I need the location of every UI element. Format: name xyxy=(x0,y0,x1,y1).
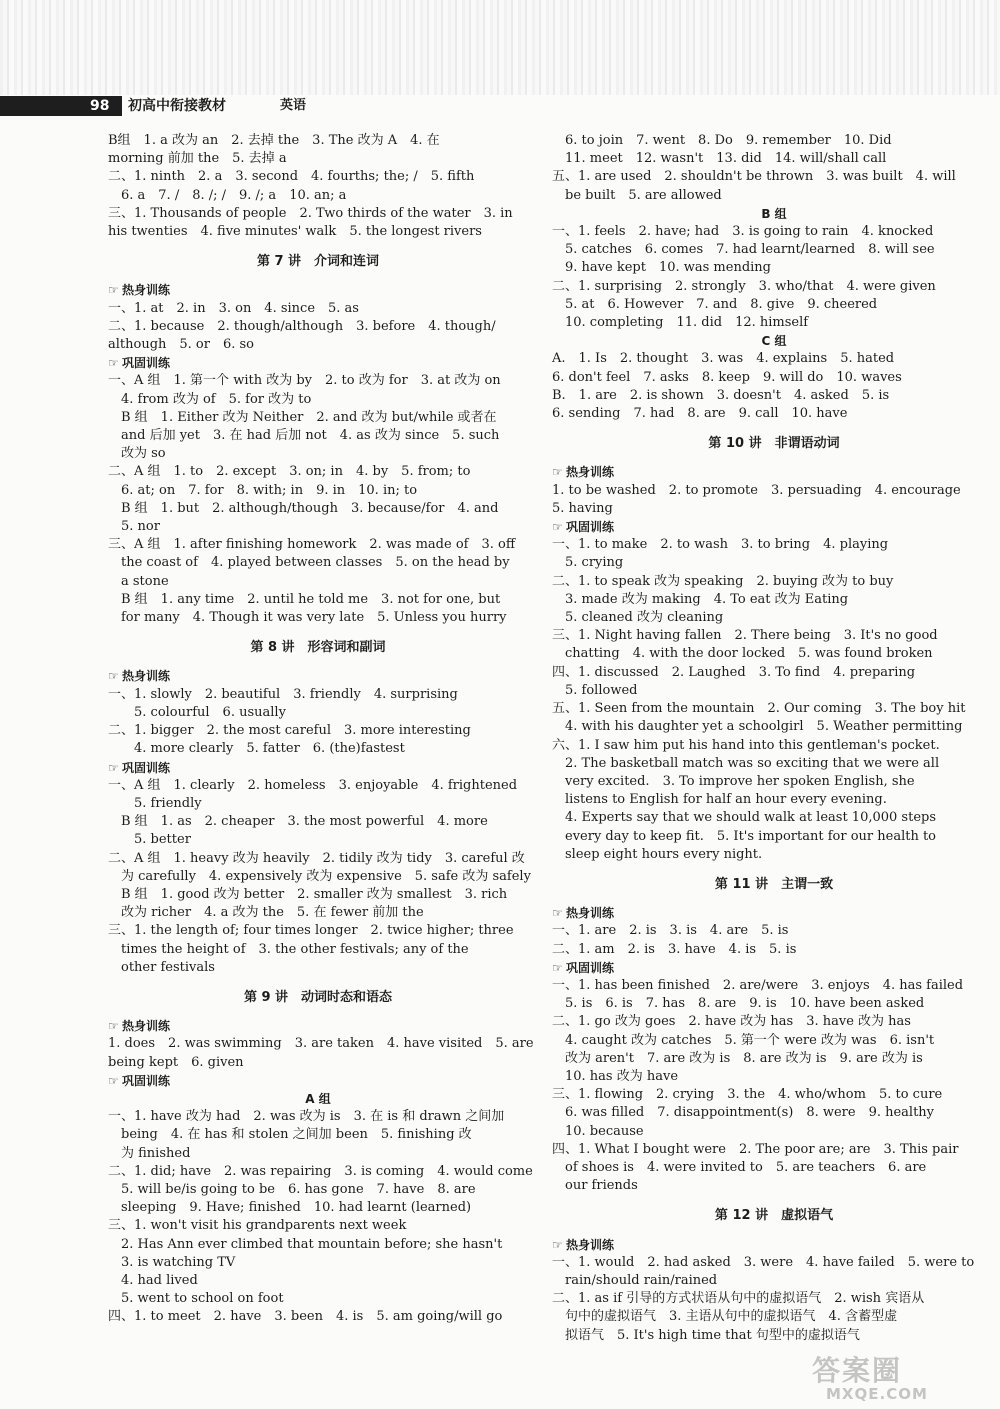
answer-line: 三、1. Night having fallen 2. There being 3. It's no good xyxy=(552,628,938,644)
watermark-text: 答案圈 xyxy=(812,1354,903,1387)
answer-line: 11. meet 12. wasn't 13. did 14. will/shall call xyxy=(552,151,887,167)
left-column xyxy=(108,132,534,1327)
answer-line: 四、1. What I bought were 2. The poor are; are 3. This pair xyxy=(552,1141,959,1157)
answer-line: 改为 aren't 7. are 改为 is 8. are 改为 is 9. are 改为 is xyxy=(552,1050,923,1066)
answer-line: 句中的虚拟语气 3. 主语从句中的虚拟语气 4. 含蓄型虚 xyxy=(552,1309,898,1325)
answer-line: 三、1. flowing 2. crying 3. the 4. who/whom 5. to cure xyxy=(552,1087,943,1103)
answer-line: 5. colourful 6. usually xyxy=(108,704,286,720)
subheading-text: 热身训练 xyxy=(566,906,615,921)
subheading-text: 巩固训练 xyxy=(566,960,615,975)
answer-line: 3. is watching TV xyxy=(108,1254,236,1270)
answer-line: 4. with his daughter yet a schoolgirl 5. Weather permitting xyxy=(552,719,963,735)
pointing-hand-icon: ☞ xyxy=(552,520,563,535)
answer-line: B 组 1. any time 2. until he told me 3. not for one, but xyxy=(108,591,501,607)
answer-line: 二、1. surprising 2. strongly 3. who/that 4. were given xyxy=(552,278,936,294)
answer-line: 6. a 7. / 8. /; / 9. /; a 10. an; a xyxy=(108,187,347,203)
subheading-text: 热身训练 xyxy=(122,669,171,684)
answer-line: 5. followed xyxy=(552,682,638,698)
answer-line: 为 carefully 4. expensively 改为 expensive 5. safe 改为 safely xyxy=(108,868,531,884)
lecture-heading: 第 11 讲 主谓一致 xyxy=(714,876,834,892)
answer-line: the coast of 4. played between classes 5. on the head by xyxy=(108,555,510,571)
answer-line: 一、A 组 1. clearly 2. homeless 3. enjoyable 4. frightened xyxy=(108,777,518,793)
answer-line: 五、1. Seen from the mountain 2. Our coming 3. The boy hit xyxy=(552,701,966,717)
answer-line: 5. will be/is going to be 6. has gone 7. have 8. are xyxy=(108,1181,476,1197)
answer-line: 一、1. feels 2. have; had 3. is going to rain 4. knocked xyxy=(552,224,934,240)
answer-line: 一、1. slowly 2. beautiful 3. friendly 4. surprising xyxy=(108,686,458,702)
answer-line: sleep eight hours every night. xyxy=(552,846,763,862)
answer-line: 6. was filled 7. disappointment(s) 8. were 9. healthy xyxy=(552,1105,935,1121)
right-column xyxy=(552,132,996,1345)
lecture-heading: 第 12 讲 虚拟语气 xyxy=(714,1208,834,1224)
answer-line: A. 1. Is 2. thought 3. was 4. explains 5. hated xyxy=(552,351,895,367)
answer-line: 4. from 改为 of 5. for 改为 to xyxy=(108,391,312,407)
subject-label: 英语 xyxy=(280,98,307,113)
subheading-text: 热身训练 xyxy=(566,1237,615,1252)
group-label: B 组 xyxy=(761,206,787,221)
answer-line: B组 1. a 改为 an 2. 去掉 the 3. The 改为 A 4. 在 xyxy=(108,133,440,148)
exercise-subheading xyxy=(552,1236,996,1254)
answer-line: 为 finished xyxy=(108,1145,191,1161)
answer-line: being 4. 在 has 和 stolen 之间加 been 5. finishing 改 xyxy=(108,1127,472,1143)
answer-line: 6. to join 7. went 8. Do 9. remember 10. Did xyxy=(552,133,892,148)
answer-line: a stone xyxy=(108,573,169,589)
answer-line: 二、1. go 改为 goes 2. have 改为 has 3. have 改为 has xyxy=(552,1014,911,1030)
exercise-subheading xyxy=(552,959,996,977)
answer-line: 拟语气 5. It's high time that 句型中的虚拟语气 xyxy=(552,1327,860,1343)
pointing-hand-icon: ☞ xyxy=(552,1237,563,1252)
subheading-text: 巩固训练 xyxy=(122,760,171,775)
answer-line: 二、1. ninth 2. a 3. second 4. fourths; the; / 5. fifth xyxy=(108,169,475,185)
answer-line: B 组 1. as 2. cheaper 3. the most powerful 4. more xyxy=(108,814,488,830)
pointing-hand-icon: ☞ xyxy=(552,465,563,480)
answer-line: his twenties 4. five minutes' walk 5. the longest rivers xyxy=(108,224,482,240)
answer-line: 一、1. at 2. in 3. on 4. since 5. as xyxy=(108,300,359,316)
answer-line: B 组 1. Either 改为 Neither 2. and 改为 but/while 或者在 xyxy=(108,409,497,425)
exercise-subheading xyxy=(108,759,528,777)
pointing-hand-icon: ☞ xyxy=(108,760,119,775)
answer-line: 改为 richer 4. a 改为 the 5. 在 fewer 前加 the xyxy=(108,905,424,921)
answer-line: other festivals xyxy=(108,959,215,975)
exercise-subheading xyxy=(108,354,528,372)
answer-line: 2. Has Ann ever climbed that mountain before; she hasn't xyxy=(108,1236,503,1252)
exercise-subheading xyxy=(552,518,996,536)
answer-line: 6. at; on 7. for 8. with; in 9. in 10. in; to xyxy=(108,482,418,498)
book-title: 初高中衔接教材 xyxy=(128,98,226,114)
pointing-hand-icon: ☞ xyxy=(108,283,119,298)
subheading-text: 热身训练 xyxy=(122,1019,171,1034)
answer-line: being kept 6. given xyxy=(108,1054,244,1070)
answer-line: 5. having xyxy=(552,500,613,516)
pointing-hand-icon: ☞ xyxy=(108,1019,119,1034)
answer-line: morning 前加 the 5. 去掉 a xyxy=(108,151,287,167)
answer-line: 三、1. Thousands of people 2. Two thirds of the water 3. in xyxy=(108,205,513,221)
answer-line: 四、1. discussed 2. Laughed 3. To find 4. preparing xyxy=(552,664,916,680)
answer-line: 5. is 6. is 7. has 8. are 9. is 10. have been asked xyxy=(552,996,925,1012)
answer-line: 三、A 组 1. after finishing homework 2. was made of 3. off xyxy=(108,537,516,553)
exercise-subheading xyxy=(108,1017,528,1035)
answer-line: sleeping 9. Have; finished 10. had learnt (learned) xyxy=(108,1200,472,1216)
answer-line: 二、1. am 2. is 3. have 4. is 5. is xyxy=(552,941,797,957)
answer-line: very excited. 3. To improve her spoken English, she xyxy=(552,773,915,789)
answer-line: every day to keep fit. 5. It's important for our health to xyxy=(552,828,937,844)
answer-line: 一、1. would 2. had asked 3. were 4. have failed 5. were to xyxy=(552,1254,975,1270)
group-label: A 组 xyxy=(305,1091,331,1106)
pointing-hand-icon: ☞ xyxy=(552,960,563,975)
answer-line: 5. catches 6. comes 7. had learnt/learned 8. will see xyxy=(552,242,935,258)
exercise-subheading xyxy=(108,281,528,299)
answer-line: 一、1. to make 2. to wash 3. to bring 4. playing xyxy=(552,537,889,553)
answer-line: 6. don't feel 7. asks 8. keep 9. will do 10. waves xyxy=(552,369,902,385)
watermark-logo xyxy=(812,1356,994,1404)
lecture-heading: 第 10 讲 非谓语动词 xyxy=(708,436,840,452)
subheading-text: 热身训练 xyxy=(122,283,171,298)
pointing-hand-icon: ☞ xyxy=(108,1073,119,1088)
answer-line: 三、1. the length of; four times longer 2. twice higher; three xyxy=(108,923,514,939)
answer-line: 一、A 组 1. 第一个 with 改为 by 2. to 改为 for 3. at 改为 on xyxy=(108,373,501,389)
scan-texture xyxy=(0,0,1000,95)
answer-line: 5. crying xyxy=(552,555,624,571)
answer-line: our friends xyxy=(552,1178,638,1194)
answer-line: 5. at 6. However 7. and 8. give 9. cheered xyxy=(552,296,878,312)
exercise-subheading xyxy=(108,667,528,685)
answer-line: 4. Experts say that we should walk at least 10,000 steps xyxy=(552,810,937,826)
answer-line: 二、A 组 1. to 2. except 3. on; in 4. by 5. from; to xyxy=(108,464,471,480)
answer-line: times the height of 3. the other festivals; any of the xyxy=(108,941,469,957)
answer-line: 1. does 2. was swimming 3. are taken 4. have visited 5. are xyxy=(108,1036,534,1052)
answer-line: be built 5. are allowed xyxy=(552,187,722,203)
answer-line: 二、1. did; have 2. was repairing 3. is coming 4. would come xyxy=(108,1163,533,1179)
lecture-heading: 第 7 讲 介词和连词 xyxy=(256,254,380,270)
answer-line: and 后加 yet 3. 在 had 后加 not 4. as 改为 since 5. such xyxy=(108,428,500,444)
answer-line: rain/should rain/rained xyxy=(552,1272,718,1288)
subheading-text: 巩固训练 xyxy=(566,520,615,535)
subheading-text: 热身训练 xyxy=(566,465,615,480)
answer-line: 10. has 改为 have xyxy=(552,1068,679,1084)
answer-line: 一、1. have 改为 had 2. was 改为 is 3. 在 is 和 drawn 之间加 xyxy=(108,1109,505,1125)
answer-line: 二、1. to speak 改为 speaking 2. buying 改为 to buy xyxy=(552,573,894,589)
answer-line: although 5. or 6. so xyxy=(108,337,255,353)
answer-line: 一、1. are 2. is 3. is 4. are 5. is xyxy=(552,923,789,939)
page-number: 98 xyxy=(0,96,122,116)
answer-line: 五、1. are used 2. shouldn't be thrown 3. was built 4. will xyxy=(552,169,956,185)
exercise-subheading xyxy=(552,463,996,481)
lecture-heading: 第 9 讲 动词时态和语态 xyxy=(243,989,393,1005)
answer-line: 三、1. won't visit his grandparents next week xyxy=(108,1218,407,1234)
pointing-hand-icon: ☞ xyxy=(108,669,119,684)
answer-line: 2. The basketball match was so exciting that we were all xyxy=(552,755,940,771)
answer-line: 二、A 组 1. heavy 改为 heavily 2. tidily 改为 tidy 3. careful 改 xyxy=(108,850,525,866)
answer-line: 改为 so xyxy=(108,446,166,462)
answer-line: B 组 1. good 改为 better 2. smaller 改为 smallest 3. rich xyxy=(108,886,508,902)
answer-line: 四、1. to meet 2. have 3. been 4. is 5. am going/will go xyxy=(108,1309,503,1325)
exercise-subheading xyxy=(552,904,996,922)
answer-line: 二、1. as if 引导的方式状语从句中的虚拟语气 2. wish 宾语从 xyxy=(552,1291,925,1307)
answer-line: 5. nor xyxy=(108,519,160,535)
answer-line: chatting 4. with the door locked 5. was found broken xyxy=(552,646,933,662)
subheading-text: 巩固训练 xyxy=(122,356,171,371)
answer-line: 4. had lived xyxy=(108,1272,198,1288)
answer-line: 1. to be washed 2. to promote 3. persuading 4. encourage xyxy=(552,482,961,498)
pointing-hand-icon: ☞ xyxy=(552,906,563,921)
answer-line: 10. because xyxy=(552,1123,644,1139)
answer-line: 一、1. has been finished 2. are/were 3. enjoys 4. has failed xyxy=(552,977,964,993)
answer-line: 二、1. bigger 2. the most careful 3. more interesting xyxy=(108,723,471,739)
answer-line: 10. completing 11. did 12. himself xyxy=(552,315,809,331)
answer-line: 4. caught 改为 catches 5. 第一个 were 改为 was 6. isn't xyxy=(552,1032,935,1048)
answer-line: 4. more clearly 5. fatter 6. (the)fastest xyxy=(108,741,405,757)
answer-line: for many 4. Though it was very late 5. Unless you hurry xyxy=(108,610,507,626)
answer-line: 5. better xyxy=(108,832,191,848)
answer-line: B. 1. are 2. is shown 3. doesn't 4. asked 5. is xyxy=(552,387,890,403)
watermark-url: MXQE.COM xyxy=(826,1385,928,1403)
answer-line: 9. have kept 10. was mending xyxy=(552,260,772,276)
subheading-text: 巩固训练 xyxy=(122,1073,171,1088)
answer-line: listens to English for half an hour every evening. xyxy=(552,792,887,808)
answer-line: 5. cleaned 改为 cleaning xyxy=(552,610,724,626)
group-label: C 组 xyxy=(761,334,787,349)
answer-line: 六、1. I saw him put his hand into this gentleman's pocket. xyxy=(552,737,940,753)
answer-line: 5. went to school on foot xyxy=(108,1291,284,1307)
lecture-heading: 第 8 讲 形容词和副词 xyxy=(250,640,386,656)
answer-line: 二、1. because 2. though/although 3. before 4. though/ xyxy=(108,318,496,334)
answer-line: of shoes is 4. were invited to 5. are teachers 6. are xyxy=(552,1159,927,1175)
pointing-hand-icon: ☞ xyxy=(108,356,119,371)
answer-line: 3. made 改为 making 4. To eat 改为 Eating xyxy=(552,591,849,607)
exercise-subheading xyxy=(108,1072,528,1090)
answer-line: 5. friendly xyxy=(108,795,202,811)
page-header xyxy=(0,96,1000,118)
answer-line: 6. sending 7. had 8. are 9. call 10. have xyxy=(552,406,848,422)
answer-line: B 组 1. but 2. although/though 3. because/for 4. and xyxy=(108,500,499,516)
